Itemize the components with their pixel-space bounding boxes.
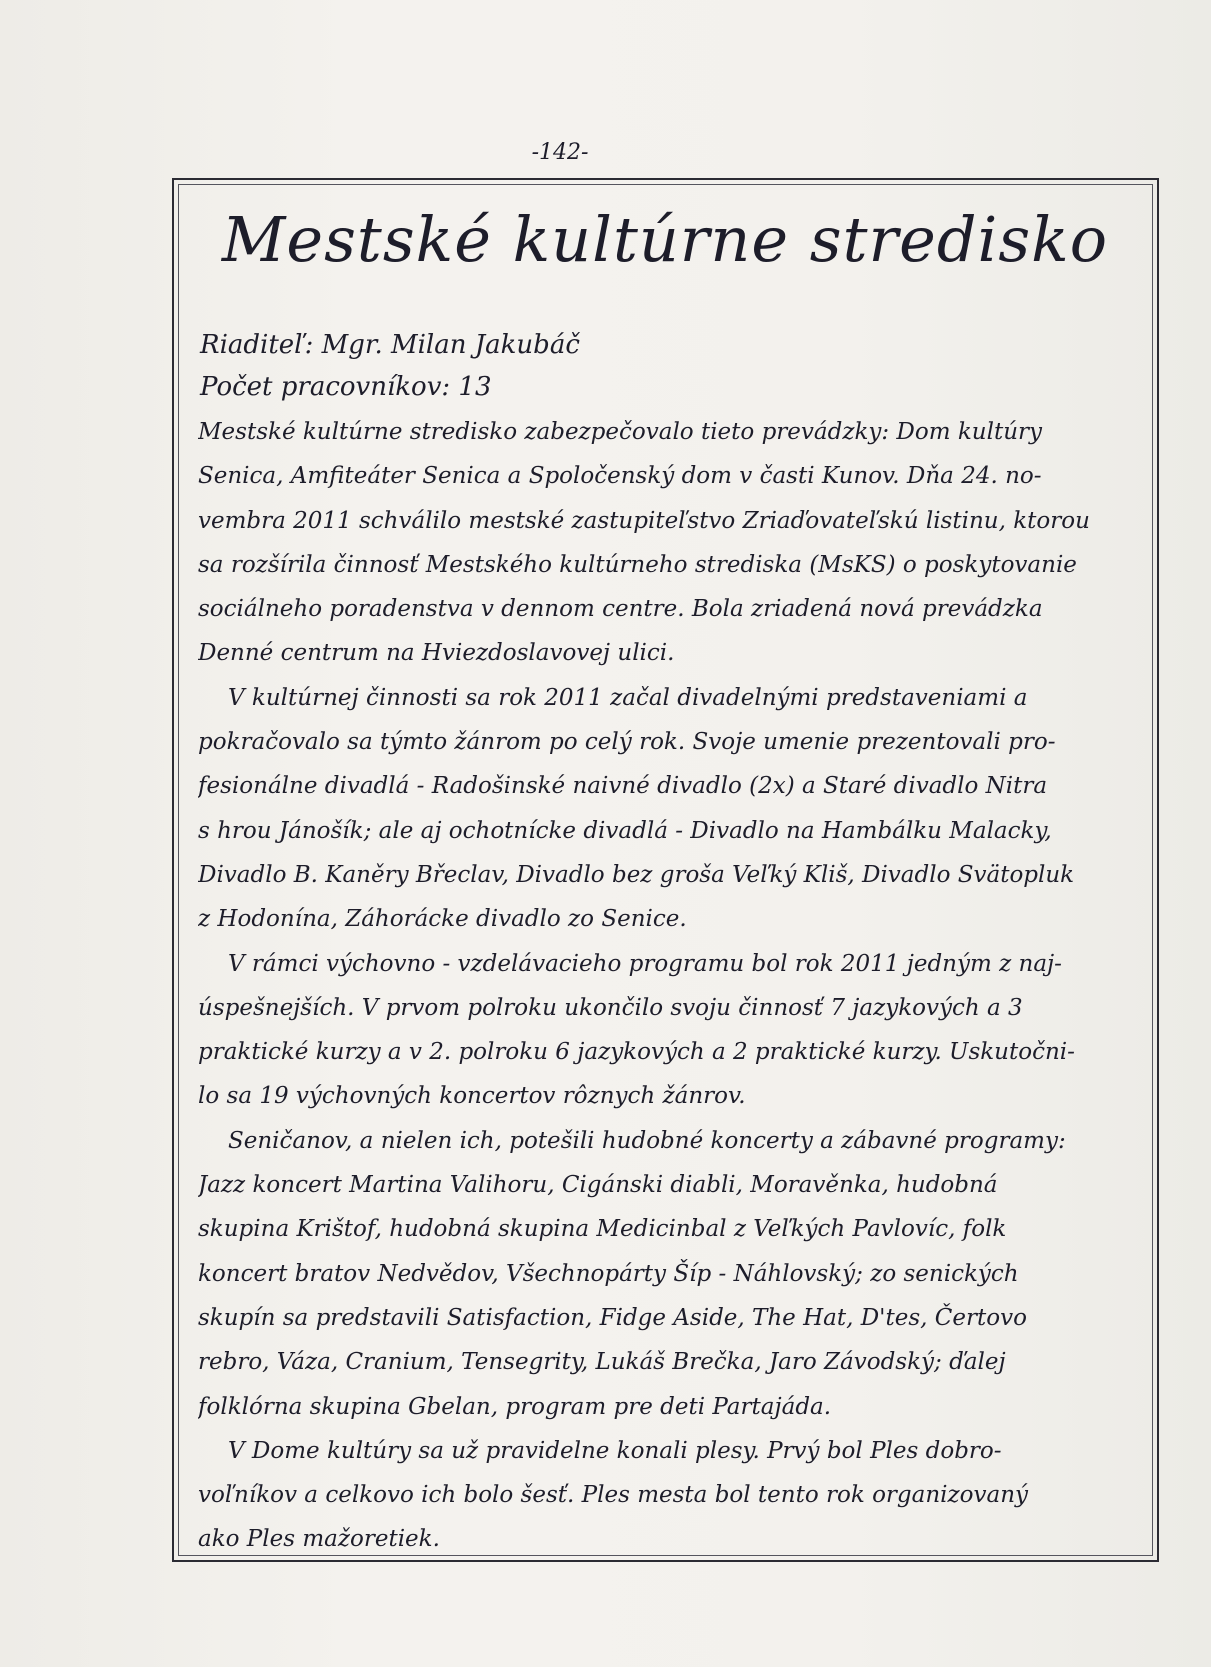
text-line: skupín sa predstavili Satisfaction, Fidge Aside, The Hat, D'tes, Čertovo — [198, 1304, 1027, 1331]
text-line: V Dome kultúry sa už pravidelne konali plesy. Prvý bol Ples dobro- — [228, 1437, 1002, 1464]
text-line: voľníkov a celkovo ich bolo šesť. Ples mesta bol tento rok organizovaný — [198, 1482, 1029, 1509]
text-line: Jazz koncert Martina Valihoru, Cigánski diabli, Moravěnka, hudobná — [198, 1172, 998, 1199]
page-title: Mestské kultúrne stredisko — [221, 203, 1109, 276]
director-line: Riaditeľ: Mgr. Milan Jakubáč — [200, 330, 580, 360]
text-line: Mestské kultúrne stredisko zabezpečovalo tieto prevádzky: Dom kultúry — [198, 419, 1042, 445]
text-line: V kultúrnej činnosti sa rok 2011 začal divadelnými predstaveniami a — [228, 684, 1028, 711]
text-line: Divadlo B. Kaněry Břeclav, Divadlo bez groša Veľký Kliš, Divadlo Svätopluk — [198, 861, 1075, 888]
text-line: sa rozšírila činnosť Mestského kultúrneho strediska (MsKS) o poskytovanie — [198, 551, 1077, 578]
text-line: Senica, Amfiteáter Senica a Spoločenský dom v časti Kunov. Dňa 24. no- — [198, 463, 1042, 490]
text-line: úspešnejších. V prvom polroku ukončilo svoju činnosť 7 jazykových a 3 — [198, 994, 1023, 1021]
text-line: fesionálne divadlá - Radošinské naivné divadlo (2x) a Staré divadlo Nitra — [198, 773, 1048, 800]
text-line: vembra 2011 schválilo mestské zastupiteľstvo Zriaďovateľskú listinu, ktorou — [198, 507, 1090, 534]
text-line: V rámci výchovno - vzdelávacieho programu bol rok 2011 jedným z naj- — [228, 950, 1062, 977]
text-line: skupina Krištof, hudobná skupina Medicinbal z Veľkých Pavlovíc, folk — [198, 1216, 1007, 1243]
page-number: -142- — [531, 140, 589, 165]
text-line: praktické kurzy a v 2. polroku 6 jazykových a 2 praktické kurzy. Uskutočni- — [198, 1039, 1075, 1066]
text-line: sociálneho poradenstva v dennom centre. Bola zriadená nová prevádzka — [198, 596, 1043, 623]
body-text — [198, 410, 1143, 1562]
text-line: Seničanov, a nielen ich, potešili hudobné koncerty a zábavné programy: — [228, 1127, 1066, 1154]
text-line: pokračovalo sa týmto žánrom po celý rok. Svoje umenie prezentovali pro- — [198, 729, 1056, 756]
text-line: folklórna skupina Gbelan, program pre deti Partajáda. — [198, 1393, 832, 1420]
text-line: lo sa 19 výchovných koncertov rôznych žánrov. — [198, 1083, 746, 1110]
staff-count-line: Počet pracovníkov: 13 — [200, 372, 492, 402]
text-line: z Hodonína, Záhorácke divadlo zo Senice. — [198, 906, 687, 933]
text-line: Denné centrum na Hviezdoslavovej ulici. — [198, 640, 675, 667]
text-line: koncert bratov Nedvědov, Všechnopárty Šíp - Náhlovský; zo senických — [198, 1260, 1019, 1287]
text-line: s hrou Jánošík; ale aj ochotnícke divadlá - Divadlo na Hambálku Malacky, — [198, 817, 1052, 844]
text-line: ako Ples mažoretiek. — [198, 1526, 440, 1553]
text-line: rebro, Váza, Cranium, Tensegrity, Lukáš Brečka, Jaro Závodský; ďalej — [198, 1349, 1006, 1376]
